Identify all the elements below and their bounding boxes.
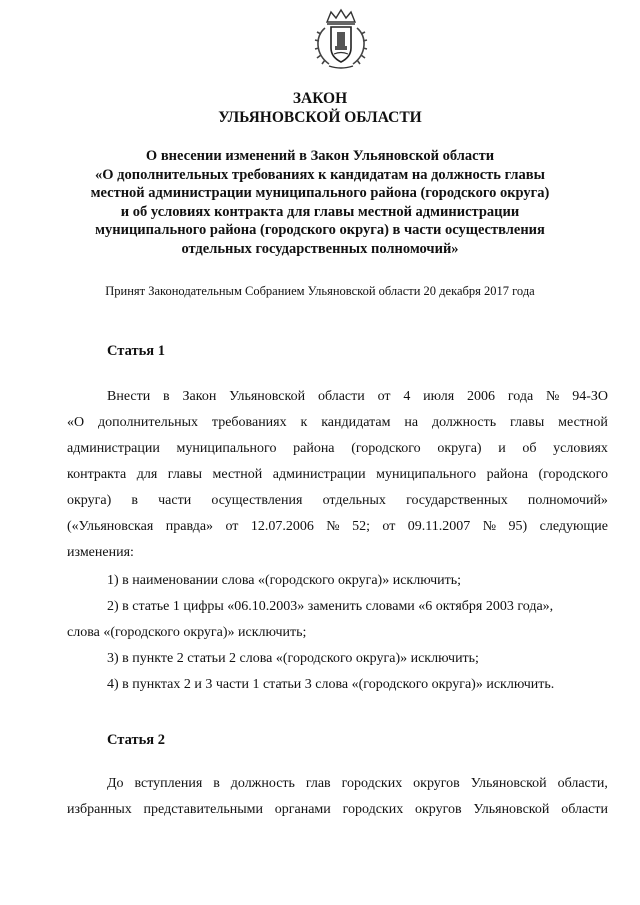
subtitle-line: муниципального района (городского округа) в части осуществления xyxy=(95,222,545,238)
word: и xyxy=(498,441,506,456)
word: на xyxy=(404,415,419,430)
article-2-heading: Статья 2 xyxy=(107,732,165,748)
word: к xyxy=(300,415,308,430)
word: области xyxy=(317,389,365,404)
word: вступления xyxy=(134,776,203,791)
word: городских xyxy=(341,776,403,791)
word: полномочий» xyxy=(527,493,608,508)
word: администрации xyxy=(272,467,366,482)
word: До xyxy=(107,776,124,791)
word: в xyxy=(163,389,170,404)
word: Ульяновской xyxy=(473,802,550,817)
word: администрации xyxy=(67,441,160,456)
word: округа) xyxy=(437,441,482,456)
subtitle-line: О внесении изменений в Закон Ульяновской области xyxy=(145,148,495,164)
article-1-item: 3) в пункте 2 статьи 2 слова «(городского округа)» исключить; xyxy=(107,651,479,666)
word: 09.11.2007 xyxy=(407,519,471,534)
subtitle-line: и об условиях контракта для главы местной администрации xyxy=(120,203,520,220)
word: («Ульяновская xyxy=(67,519,154,534)
word: (городского xyxy=(538,467,608,482)
word: (городского xyxy=(351,441,421,456)
word: местной xyxy=(212,467,263,482)
word: глав xyxy=(305,776,331,791)
word: «О xyxy=(67,415,85,430)
word: кандидатам xyxy=(321,415,391,430)
word: осуществления xyxy=(211,493,303,508)
word: 52; xyxy=(352,519,370,534)
word: местной xyxy=(558,415,608,430)
word: городских xyxy=(342,802,404,817)
word: года xyxy=(507,389,534,404)
article-1-item: 2) в статье 1 цифры «06.10.2003» заменить словами «6 октября 2003 года», xyxy=(107,599,554,614)
word: округов xyxy=(413,776,460,791)
word: муниципального xyxy=(176,441,277,456)
article-1-item: слова «(городского округа)» исключить; xyxy=(67,625,307,640)
word: района xyxy=(293,441,335,456)
word: части xyxy=(158,493,192,508)
word: правда» xyxy=(165,519,214,534)
word: округов xyxy=(415,802,462,817)
word: от xyxy=(225,519,239,534)
word: от xyxy=(377,389,391,404)
word: требованиях xyxy=(211,415,287,430)
article-2-line xyxy=(107,775,608,793)
ulyanovsk-oblast-coat-of-arms-icon xyxy=(309,8,373,72)
article-1-line xyxy=(107,388,608,406)
subtitle-line: отдельных государственных полномочий» xyxy=(181,240,459,257)
word: 12.07.2006 xyxy=(250,519,314,534)
law-region: УЛЬЯНОВСКОЙ ОБЛАСТИ xyxy=(218,109,422,126)
word: государственных xyxy=(406,493,508,508)
word: следующие xyxy=(539,519,608,534)
word: области xyxy=(561,802,608,817)
article-1-line: изменения: xyxy=(67,545,134,560)
article-1-line xyxy=(67,414,608,432)
word: июля xyxy=(423,389,455,404)
word: 2006 xyxy=(467,389,496,404)
word: должность xyxy=(431,415,497,430)
word: Ульяновской xyxy=(470,776,547,791)
article-2-line xyxy=(67,801,608,819)
word: отдельных xyxy=(322,493,386,508)
article-1-line xyxy=(67,518,608,536)
word: в xyxy=(131,493,138,508)
article-1-line xyxy=(67,492,608,510)
word: главы xyxy=(510,415,545,430)
word: области, xyxy=(557,776,608,791)
word: об xyxy=(522,441,537,456)
article-1-item: 1) в наименовании слова «(городского округа)» исключить; xyxy=(107,573,462,588)
article-1-line xyxy=(67,440,608,458)
word: главы xyxy=(167,467,203,482)
word: района xyxy=(486,467,528,482)
word: № xyxy=(326,519,340,534)
word: от xyxy=(382,519,396,534)
word: Закон xyxy=(182,389,217,404)
word: № xyxy=(482,519,497,534)
word: муниципального xyxy=(376,467,477,482)
word: 95) xyxy=(508,519,528,534)
word: представительными xyxy=(143,802,263,817)
word: 94-ЗО xyxy=(572,389,608,404)
word: условиях xyxy=(553,441,608,456)
word: должность xyxy=(230,776,295,791)
word: для xyxy=(136,467,158,482)
word: Ульяновской xyxy=(229,389,306,404)
word: округа) xyxy=(67,493,112,508)
law-subtitle xyxy=(60,147,580,258)
law-title: ЗАКОН xyxy=(292,90,348,107)
word: избранных xyxy=(67,802,132,817)
word: контракта xyxy=(67,467,127,482)
word: органами xyxy=(274,802,331,817)
subtitle-line: местной администрации муниципального района (городского округа) xyxy=(90,185,550,201)
subtitle-line: «О дополнительных требованиях к кандидатам на должность главы xyxy=(95,166,545,183)
word: в xyxy=(213,776,220,791)
article-1-line xyxy=(67,466,608,484)
article-1-heading: Статья 1 xyxy=(107,343,165,359)
adoption-note: Принят Законодательным Собранием Ульяновской области 20 декабря 2017 года xyxy=(105,284,535,298)
word: Внести xyxy=(107,389,151,404)
word: дополнительных xyxy=(98,415,199,430)
word: № xyxy=(546,389,560,404)
word: 4 xyxy=(403,389,411,404)
article-1-item: 4) в пунктах 2 и 3 части 1 статьи 3 слова «(городского округа)» исключить. xyxy=(107,677,555,692)
